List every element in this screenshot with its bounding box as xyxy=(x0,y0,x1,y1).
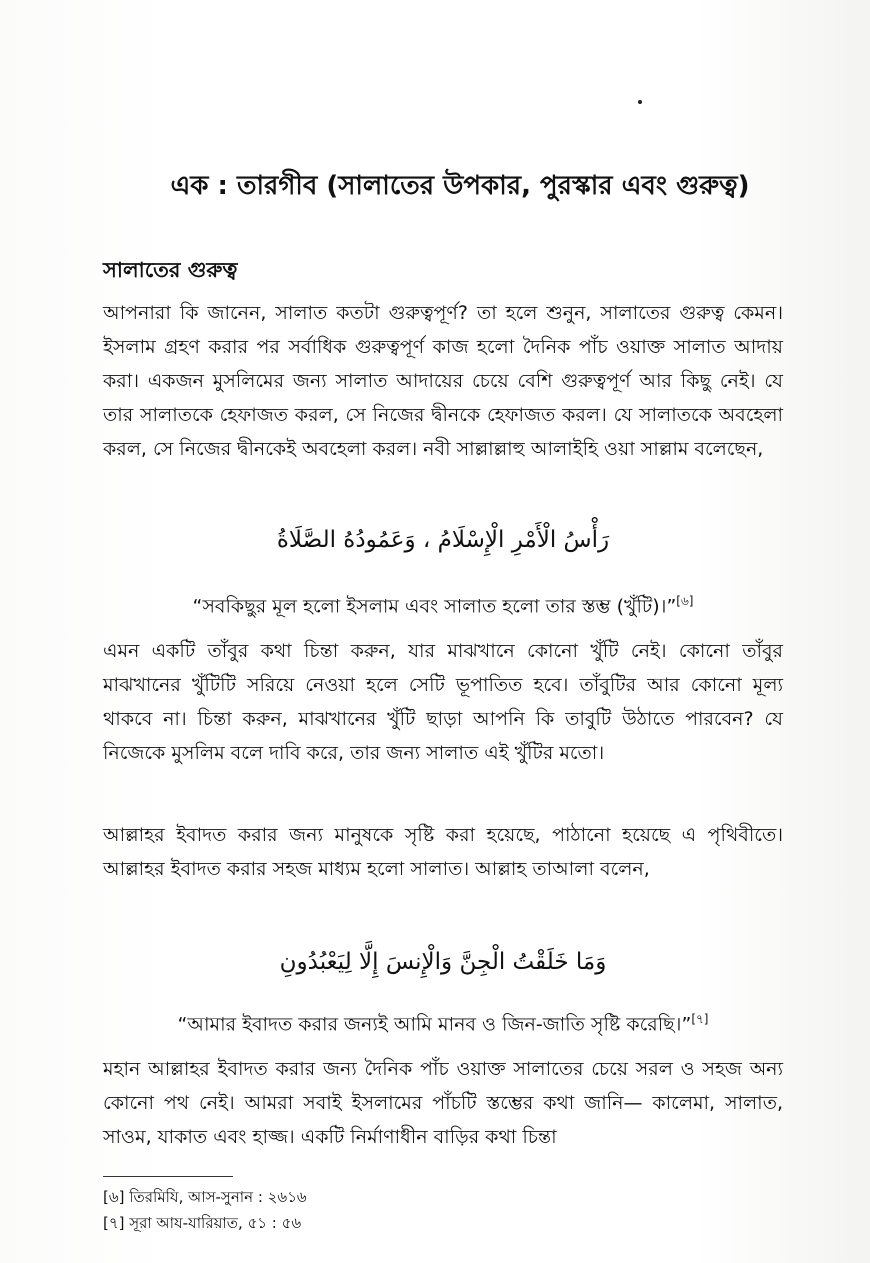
paragraph-worship: আল্লাহর ইবাদত করার জন্য মানুষকে সৃষ্টি করা হয়েছে, পাঠানো হয়েছে এ পৃথিবীতে। আল্লাহর ইবাদত করার সহজ মাধ্যম হলো সালাত। আল্লাহ তাআলা বলেন, xyxy=(103,824,783,880)
verse-translation xyxy=(103,1002,783,1041)
footnote-divider xyxy=(103,1176,233,1177)
section-heading: সালাতের গুরুত্ব xyxy=(103,258,238,282)
arabic-verse: وَمَا خَلَقْتُ الْجِنَّ وَالْإِنسَ إِلَّا لِيَعْبُدُونِ xyxy=(279,949,607,975)
verse-translation-text: “আমার ইবাদত করার জন্যই আমি মানব ও জিন-জাতি সৃষ্টি করেছি।” xyxy=(177,1013,692,1036)
footnote-6: [৬] তিরমিযি, আস-সুনান : ২৬১৬ xyxy=(103,1188,307,1206)
print-speck xyxy=(638,100,642,104)
paragraph-importance: আপনারা কি জানেন, সালাত কতটা গুরুত্বপূর্ণ? তা হলে শুনুন, সালাতের গুরুত্ব কেমন। ইসলাম গ্রহণ করার পর সর্বাধিক গুরুত্বপূর্ণ কাজ হলো দৈনিক পাঁচ ওয়াক্ত সালাত আদায় করা। একজন মুসলিমের জন্য সালাত আদায়ের চেয়ে বেশি গুরুত্বপূর্ণ আর কিছু নেই। যে তার সালাতকে হেফাজত করল, সে নিজের দ্বীনকে হেফাজত করল। যে সালাতকে অবহেলা করল, সে নিজের দ্বীনকেই অবহেলা করল। নবী সাল্লাল্লাহু আলাইহি ওয়া সাল্লাম বলেছেন, xyxy=(103,302,783,460)
paragraph-tent: এমন একটি তাঁবুর কথা চিন্তা করুন, যার মাঝখানে কোনো খুঁটি নেই। কোনো তাঁবুর মাঝখানের খুঁটিটি সরিয়ে নেওয়া হলে সেটি ভূপাতিত হবে। তাঁবুটির আর কোনো মূল্য থাকবে না। চিন্তা করুন, মাঝখানের খুঁটি ছাড়া আপনি কি তাবুটি উঠাতে পারবেন? যে নিজেকে মুসলিম বলে দাবি করে, তার জন্য সালাত এই খুঁটির মতো। xyxy=(103,640,783,764)
hadith-translation xyxy=(103,584,783,623)
paragraph-pillars: মহান আল্লাহর ইবাদত করার জন্য দৈনিক পাঁচ ওয়াক্ত সালাতের চেয়ে সরল ও সহজ অন্য কোনো পথ নেই। আমরা সবাই ইসলামের পাঁচটি স্তম্ভের কথা জানি— কালেমা, সালাত, সাওম, যাকাত এবং হাজ্জ। একটি নির্মাণাধীন বাড়ির কথা চিন্তা xyxy=(103,1058,783,1148)
hadith-translation-text: “সবকিছুর মূল হলো ইসলাম এবং সালাত হলো তার স্তম্ভ (খুঁটি)।” xyxy=(192,595,677,618)
footnote-7: [৭] সূরা আয-যারিয়াত, ৫১ : ৫৬ xyxy=(103,1214,302,1232)
arabic-hadith: رَأْسُ الْأَمْرِ الْإِسْلَامُ ، وَعَمُودُهُ الصَّلَاةُ xyxy=(276,527,610,553)
footnote-ref-6: [৬] xyxy=(676,594,694,608)
chapter-title: এক : তারগীব (সালাতের উপকার, পুরস্কার এবং গুরুত্ব) xyxy=(170,171,750,201)
footnote-ref-7: [৭] xyxy=(691,1012,709,1026)
